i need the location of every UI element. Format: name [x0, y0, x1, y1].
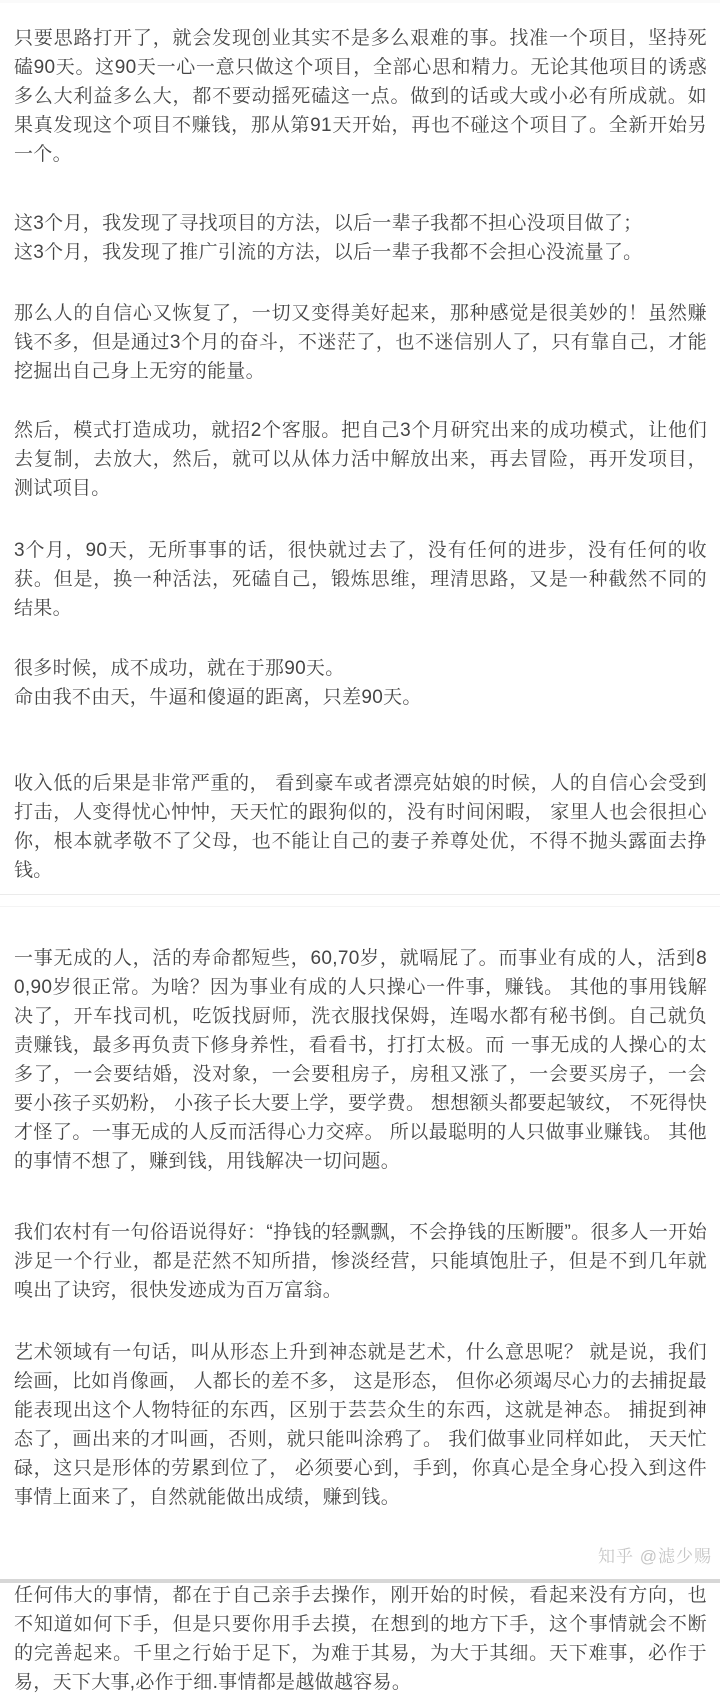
paragraph [0, 536, 720, 623]
paragraph [0, 0, 720, 169]
paragraph-text: 那么人的自信心又恢复了，一切又变得美好起来，那种感觉是很美妙的！虽然赚钱不多，但是通过3个月的奋斗，不迷茫了，也不迷信别人了，只有靠自己，才能挖掘出自己身上无穷的能量。 [14, 303, 707, 382]
paragraph [0, 1581, 720, 1697]
paragraph [0, 1218, 720, 1305]
paragraph [0, 769, 720, 885]
paragraph-text: 收入低的后果是非常严重的， 看到豪车或者漂亮姑娘的时候，人的自信心会受到打击，人变得忧心忡忡，天天忙的跟狗似的，没有时间闲暇， 家里人也会很担心你，根本就孝敬不了父母，也不能让自己的妻子养尊处优，不得不抛头露面去挣钱。 [14, 773, 707, 881]
paragraph [0, 416, 720, 503]
paragraph-text: 然后，模式打造成功，就招2个客服。把自己3个月研究出来的成功模式，让他们去复制，去放大，然后，就可以从体力活中解放出来，再去冒险，再开发项目，测试项目。 [14, 420, 707, 499]
paragraph-text: 只要思路打开了，就会发现创业其实不是多么艰难的事。找准一个项目，坚持死磕90天。这90天一心一意只做这个项目，全部心思和精力。无论其他项目的诱惑多么大利益多么大，都不要动摇死磕这一点。做到的话或大或小必有所成就。如果真发现这个项目不赚钱，那从第91天开始，再也不碰这个项目了。全新开始另一个。 [14, 28, 707, 165]
paragraph-text: 我们农村有一句俗语说得好：“挣钱的轻飘飘，不会挣钱的压断腰”。很多人一开始涉足一个行业，都是茫然不知所措，惨淡经营，只能填饱肚子，但是不到几年就嗅出了诀窍，很快发迹成为百万富翁。 [14, 1222, 707, 1301]
paragraph [0, 1338, 720, 1512]
bottom-edge-strip [0, 1579, 720, 1583]
paragraph-text: 3个月，90天，无所事事的话，很快就过去了，没有任何的进步，没有任何的收获。但是，换一种活法，死磕自己，锻炼思维，理清思路，又是一种截然不同的结果。 [14, 540, 707, 619]
paragraph [0, 299, 720, 386]
paragraph-text: 命由我不由天，牛逼和傻逼的距离，只差90天。 [14, 687, 422, 708]
paragraph-text: 这3个月，我发现了寻找项目的方法，以后一辈子我都不担心没项目做了； [14, 213, 643, 234]
paragraph-text: 任何伟大的事情，都在于自己亲手去操作，刚开始的时候，看起来没有方向，也不知道如何下手，但是只要你用手去摸，在想到的地方下手，这个事情就会不断的完善起来。千里之行始于足下，为难于其易，为大于其细。天下难事，必作于易，天下大事,必作于细.事情都是越做越容易。 [14, 1585, 707, 1693]
section-divider [0, 894, 720, 907]
paragraph [0, 654, 720, 712]
paragraph-text: 艺术领域有一句话，叫从形态上升到神态就是艺术，什么意思呢？ 就是说，我们绘画，比如肖像画， 人都长的差不多， 这是形态， 但你必须竭尽心力的去捕捉最能表现出这个人物特征的东西，区别于芸芸众生的东西，这就是神态。 捕捉到神态了，画出来的才叫画，否则，就只能叫涂鸦了。 我们做事业同样如此， 天天忙碌，这只是形体的劳累到位了， 必须要心到，手到，你真心是全身心投入到这件事情上面来了，自然就能做出成绩，赚到钱。 [14, 1342, 707, 1508]
paragraph [0, 209, 720, 267]
paragraph-text: 这3个月，我发现了推广引流的方法，以后一辈子我都不会担心没流量了。 [14, 242, 643, 263]
zhihu-watermark: 知乎 @滤少赐 [598, 1547, 712, 1566]
paragraph-text: 一事无成的人，活的寿命都短些，60,70岁，就嗝屁了。而事业有成的人，活到80,90岁很正常。为啥？因为事业有成的人只操心一件事，赚钱。 其他的事用钱解决了，开车找司机，吃饭找厨师，洗衣服找保姆，连喝水都有秘书倒。自己就负责赚钱，最多再负责下修身养性，看看书，打打太极。而 一事无成的人操心的太多了，一会要结婚，没对象，一会要租房子，房租又涨了，一会要买房子，一会要小孩子买奶粉， 小孩子长大要上学，要学费。 想想额头都要起皱纹， 不死得快才怪了。一事无成的人反而活得心力交瘁。 所以最聪明的人只做事业赚钱。 其他的事情不想了，赚到钱，用钱解决一切问题。 [14, 948, 707, 1172]
paragraph-text: 很多时候，成不成功，就在于那90天。 [14, 658, 345, 679]
paragraph [0, 944, 720, 1176]
